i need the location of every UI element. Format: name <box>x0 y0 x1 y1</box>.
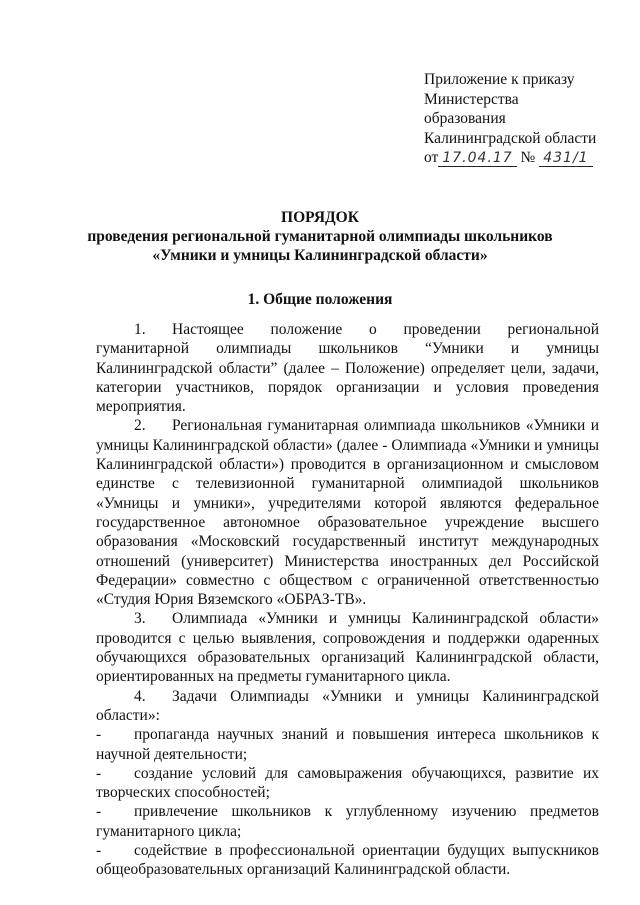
list-item <box>96 802 599 841</box>
document-subtitle: проведения региональной гуманитарной олимпиады школьников <box>87 228 553 245</box>
appendix-block <box>424 70 634 168</box>
paragraph-number: 2. <box>134 417 146 435</box>
document-title: ПОРЯДОК <box>281 209 359 226</box>
bullet-dash: - <box>96 842 102 860</box>
list-item-text: содействие в профессиональной ориентации будущих выпускников общеобразовательных организаций Калининградской области. <box>96 842 599 879</box>
section-heading: 1. Общие положения <box>247 291 393 308</box>
list-item <box>96 841 599 880</box>
handwritten-number: 431/1 <box>539 150 592 167</box>
paragraph <box>96 320 599 416</box>
paragraph <box>96 416 599 609</box>
section-body <box>96 320 599 880</box>
appendix-date-line <box>424 148 634 168</box>
handwritten-date: 17.04.17 <box>438 150 516 167</box>
list-item <box>96 725 599 764</box>
appendix-line: Приложение к приказу <box>424 71 575 88</box>
bullet-dash: - <box>96 764 102 782</box>
bullet-dash: - <box>96 726 102 744</box>
paragraph-text: Олимпиада «Умники и умницы Калининградской области» проводится с целью выявления, сопровождения и поддержки одаренных обучающихся образовательных организаций Калининградской области, ориентированных на предметы гуманитарного цикла. <box>96 610 599 686</box>
bullet-dash: - <box>96 803 102 821</box>
paragraph-number: 4. <box>134 687 146 705</box>
paragraph-number: 1. <box>134 321 146 338</box>
list-item-text: создание условий для самовыражения обучающихся, развитие их творческих способностей; <box>96 764 599 802</box>
list-item <box>96 764 599 803</box>
number-prefix: № <box>520 149 536 166</box>
appendix-line: Калининградской области <box>424 129 597 147</box>
paragraph-text: Региональная гуманитарная олимпиада школьников «Умники и умницы Калининградской области» (далее - Олимпиада «Умники и умницы Калининградской области») проводится в организационном и смысловом единстве с телевизионной гуманитарной олимпиадой школьников «Умницы и умники», учредителями которой являются федеральное государственное автономное образовательное учреждение высшего образования «Московский государственный институт международных отношений (университет) Министерства иностранных дел Российской Федерации» совместно с обществом с ограниченной ответственностью «Студия Юрия Вяземского «ОБРАЗ-ТВ». <box>96 417 599 609</box>
list-item-text: привлечение школьников к углубленному изучению предметов гуманитарного цикла; <box>96 803 599 840</box>
appendix-line: Министерства <box>424 90 519 108</box>
paragraph-text: Задачи Олимпиады «Умники и умницы Калининградской области»: <box>96 687 599 724</box>
list-item-text: пропаганда научных знаний и повышения интереса школьников к научной деятельности; <box>96 726 599 763</box>
date-prefix: от <box>424 149 439 166</box>
paragraph <box>96 609 599 686</box>
paragraph-text: Настоящее положение о проведении региональной гуманитарной олимпиады школьников “Умники и умницы Калининградской области” (далее – Положение) определяет цели, задачи, категории участников, порядок организации и условия проведения мероприятия. <box>96 321 599 416</box>
paragraph <box>96 687 599 726</box>
paragraph-number: 3. <box>134 610 146 628</box>
document-subtitle: «Умники и умницы Калининградской области» <box>152 247 488 264</box>
appendix-line: образования <box>424 110 506 127</box>
